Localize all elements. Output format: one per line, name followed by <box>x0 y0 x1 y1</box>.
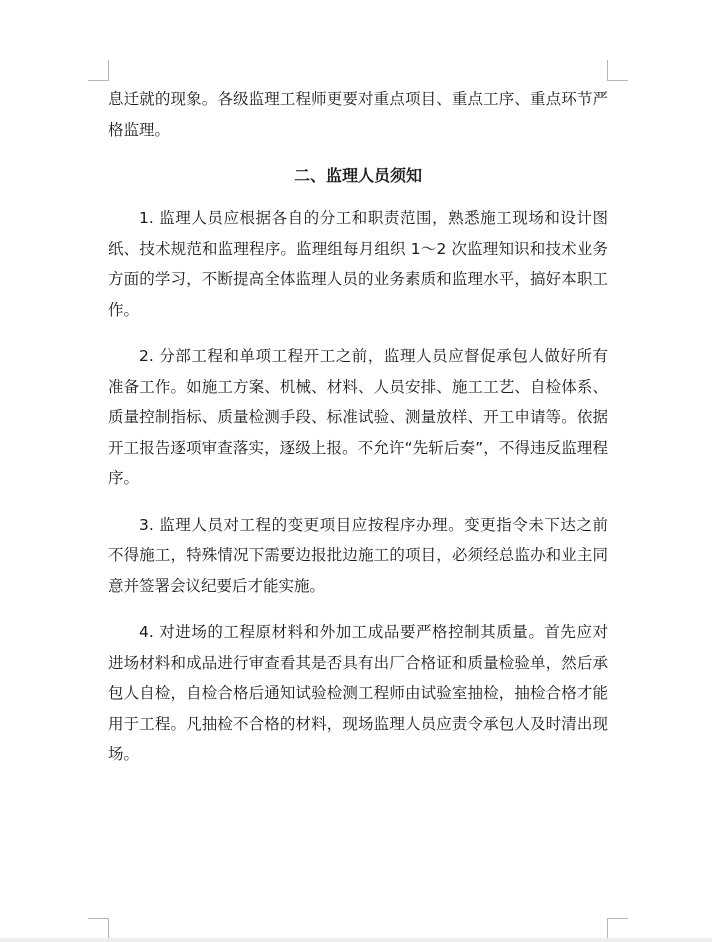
list-item: 3. 监理人员对工程的变更项目应按程序办理。变更指令未下达之前不得施工，特殊情况下需要边报批边施工的项目，必须经总监办和业主同意并签署会议纪要后才能实施。 <box>108 515 608 595</box>
crop-mark-bottom-left <box>88 918 109 939</box>
continuation-paragraph: 息迁就的现象。各级监理工程师更要对重点项目、重点工序、重点环节严格监理。 <box>108 90 608 139</box>
crop-mark-top-left <box>88 60 109 81</box>
list-item: 2. 分部工程和单项工程开工之前，监理人员应督促承包人做好所有准备工作。如施工方案、机械、材料、人员安排、施工工艺、自检体系、质量控制指标、质量检测手段、标准试验、测量放样、开工申请等。依据开工报告逐项审查落实，逐级上报。不允许“先斩后奏”，不得违反监理程序。 <box>108 347 608 487</box>
list-item: 1. 监理人员应根据各自的分工和职责范围，熟悉施工现场和设计图纸、技术规范和监理程序。监理组每月组织 1～2 次监理知识和技术业务方面的学习，不断提高全体监理人员的业务素质和监理水平，搞好本职工作。 <box>108 209 608 319</box>
crop-mark-top-right <box>607 60 628 81</box>
crop-mark-bottom-right <box>607 918 628 939</box>
page-bottom-edge <box>0 938 712 942</box>
document-body <box>108 84 608 786</box>
list-item: 4. 对进场的工程原材料和外加工成品要严格控制其质量。首先应对进场材料和成品进行审查看其是否具有出厂合格证和质量检验单，然后承包人自检，自检合格后通知试验检测工程师由试验室抽检，抽检合格才能用于工程。凡抽检不合格的材料，现场监理人员应责令承包人及时清出现场。 <box>108 623 608 763</box>
section-title: 二、监理人员须知 <box>293 166 422 185</box>
